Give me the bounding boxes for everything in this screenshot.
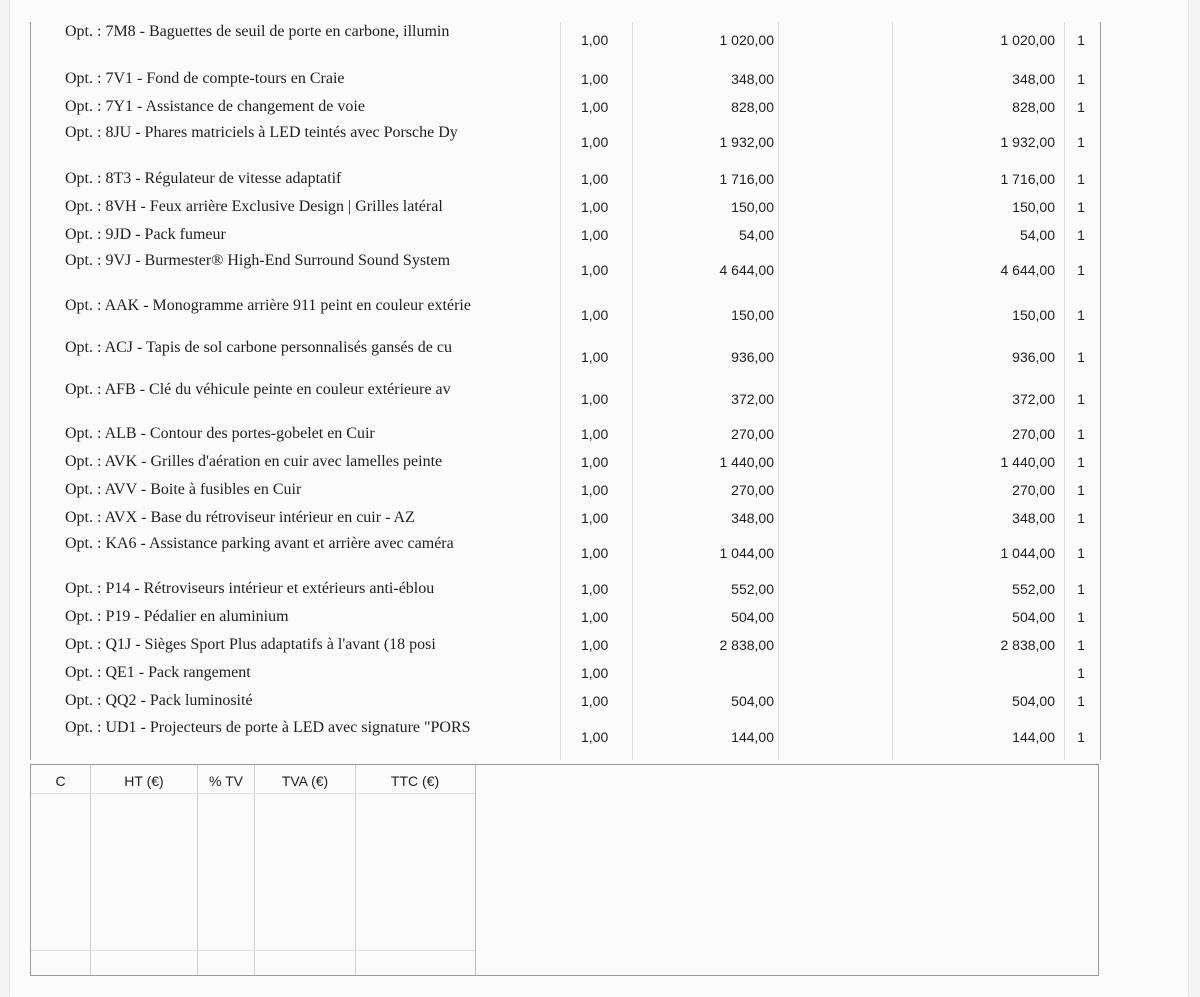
line-description: Opt. : 8T3 - Régulateur de vitesse adaptatif — [65, 170, 342, 187]
table-row — [30, 338, 1101, 376]
line-quantity: 1,00 — [581, 227, 609, 243]
line-description: Opt. : 9VJ - Burmester® High-End Surround Sound System — [65, 252, 451, 269]
line-unit-price: 150,00 — [731, 199, 774, 215]
line-flag: 1 — [1077, 482, 1085, 498]
line-flag: 1 — [1077, 609, 1085, 625]
line-unit-price: 828,00 — [731, 99, 774, 115]
table-row — [30, 296, 1101, 334]
line-quantity: 1,00 — [581, 349, 609, 365]
table-row — [30, 691, 1101, 710]
line-quantity: 1,00 — [581, 262, 609, 278]
line-quantity: 1,00 — [581, 510, 609, 526]
line-description: Opt. : AVK - Grilles d'aération en cuir avec lamelles peinte — [65, 453, 443, 470]
line-unit-price: 150,00 — [731, 307, 774, 323]
line-unit-price: 1 440,00 — [719, 454, 774, 470]
vat-summary-box — [30, 764, 1099, 976]
table-row — [30, 197, 1101, 216]
line-description: Opt. : AFB - Clé du véhicule peinte en couleur extérieure av — [65, 381, 451, 398]
line-description: Opt. : AVX - Base du rétroviseur intérieur en cuir - AZ — [65, 509, 415, 526]
table-row — [30, 22, 1101, 58]
vat-summary-table — [31, 765, 476, 975]
line-quantity: 1,00 — [581, 199, 609, 215]
line-unit-price: 1 044,00 — [719, 545, 774, 561]
vat-column-tva — [255, 765, 356, 975]
line-quantity: 1,00 — [581, 545, 609, 561]
line-flag: 1 — [1077, 227, 1085, 243]
line-unit-price: 504,00 — [731, 693, 774, 709]
line-description: Opt. : 7V1 - Fond de compte-tours en Craie — [65, 70, 345, 87]
line-quantity: 1,00 — [581, 609, 609, 625]
line-quantity: 1,00 — [581, 665, 609, 681]
line-total: 1 020,00 — [1000, 32, 1055, 48]
line-unit-price: 54,00 — [738, 227, 774, 243]
line-unit-price: 270,00 — [731, 482, 774, 498]
line-unit-price: 348,00 — [731, 71, 774, 87]
line-flag: 1 — [1077, 729, 1085, 745]
table-row — [30, 169, 1101, 188]
line-total: 144,00 — [1012, 729, 1055, 745]
line-total: 150,00 — [1012, 307, 1055, 323]
line-flag: 1 — [1077, 99, 1085, 115]
line-quantity: 1,00 — [581, 307, 609, 323]
table-row — [30, 123, 1101, 161]
line-total: 504,00 — [1012, 693, 1055, 709]
line-unit-price: 372,00 — [731, 391, 774, 407]
line-description: Opt. : 7Y1 - Assistance de changement de voie — [65, 98, 365, 115]
line-description: Opt. : KA6 - Assistance parking avant et arrière avec caméra — [65, 535, 454, 552]
line-description: Opt. : ACJ - Tapis de sol carbone personnalisés gansés de cu — [65, 339, 452, 356]
line-flag: 1 — [1077, 454, 1085, 470]
table-row — [30, 635, 1101, 654]
line-unit-price: 936,00 — [731, 349, 774, 365]
line-total: 1 440,00 — [1000, 454, 1055, 470]
line-description: Opt. : 7M8 - Baguettes de seuil de porte en carbone, illumin — [65, 23, 450, 40]
line-quantity: 1,00 — [581, 99, 609, 115]
line-unit-price: 4 644,00 — [719, 262, 774, 278]
invoice-page — [10, 0, 1188, 997]
vat-header-ht: HT (€) — [124, 773, 164, 789]
line-total: 828,00 — [1012, 99, 1055, 115]
line-flag: 1 — [1077, 426, 1085, 442]
line-quantity: 1,00 — [581, 693, 609, 709]
line-description: Opt. : QQ2 - Pack luminosité — [65, 692, 253, 709]
line-quantity: 1,00 — [581, 454, 609, 470]
vat-footer-divider — [31, 950, 475, 951]
line-total: 372,00 — [1012, 391, 1055, 407]
table-row — [30, 225, 1101, 244]
line-description: Opt. : 9JD - Pack fumeur — [65, 226, 226, 243]
table-row — [30, 424, 1101, 443]
line-flag: 1 — [1077, 199, 1085, 215]
line-flag: 1 — [1077, 510, 1085, 526]
line-total: 4 644,00 — [1000, 262, 1055, 278]
line-description: Opt. : P14 - Rétroviseurs intérieur et extérieurs anti-éblou — [65, 580, 435, 597]
line-unit-price: 144,00 — [731, 729, 774, 745]
line-description: Opt. : UD1 - Projecteurs de porte à LED avec signature "PORS — [65, 719, 471, 736]
line-unit-price: 348,00 — [731, 510, 774, 526]
line-flag: 1 — [1077, 307, 1085, 323]
line-flag: 1 — [1077, 262, 1085, 278]
line-quantity: 1,00 — [581, 426, 609, 442]
line-total: 270,00 — [1012, 482, 1055, 498]
line-quantity: 1,00 — [581, 482, 609, 498]
table-row — [30, 480, 1101, 499]
line-description: Opt. : P19 - Pédalier en aluminium — [65, 608, 289, 625]
table-row — [30, 579, 1101, 598]
line-description: Opt. : AVV - Boite à fusibles en Cuir — [65, 481, 302, 498]
line-total: 54,00 — [1019, 227, 1055, 243]
line-quantity: 1,00 — [581, 581, 609, 597]
table-row — [30, 69, 1101, 88]
line-description: Opt. : AAK - Monogramme arrière 911 peint en couleur extérie — [65, 297, 471, 314]
line-quantity: 1,00 — [581, 171, 609, 187]
line-flag: 1 — [1077, 171, 1085, 187]
table-row — [30, 663, 1101, 682]
line-total: 504,00 — [1012, 609, 1055, 625]
line-flag: 1 — [1077, 349, 1085, 365]
line-total: 1 932,00 — [1000, 134, 1055, 150]
line-total: 270,00 — [1012, 426, 1055, 442]
line-flag: 1 — [1077, 693, 1085, 709]
line-unit-price: 1 716,00 — [719, 171, 774, 187]
line-description: Opt. : QE1 - Pack rangement — [65, 664, 251, 681]
line-unit-price: 504,00 — [731, 609, 774, 625]
line-flag: 1 — [1077, 545, 1085, 561]
line-total: 936,00 — [1012, 349, 1055, 365]
table-row — [30, 534, 1101, 572]
line-total: 2 838,00 — [1000, 637, 1055, 653]
line-total: 348,00 — [1012, 71, 1055, 87]
line-quantity: 1,00 — [581, 32, 609, 48]
line-unit-price: 2 838,00 — [719, 637, 774, 653]
line-description: Opt. : ALB - Contour des portes-gobelet en Cuir — [65, 425, 375, 442]
vat-header-ttc: TTC (€) — [390, 773, 440, 789]
vat-header-divider — [31, 793, 475, 794]
table-row — [30, 251, 1101, 289]
line-total: 1 716,00 — [1000, 171, 1055, 187]
line-unit-price: 1 932,00 — [719, 134, 774, 150]
line-flag: 1 — [1077, 581, 1085, 597]
line-quantity: 1,00 — [581, 391, 609, 407]
vat-header-rate: % TV — [209, 773, 243, 789]
line-quantity: 1,00 — [581, 729, 609, 745]
table-row — [30, 718, 1101, 756]
vat-column-rate — [198, 765, 255, 975]
line-total: 348,00 — [1012, 510, 1055, 526]
table-row — [30, 97, 1101, 116]
line-flag: 1 — [1077, 637, 1085, 653]
line-total: 150,00 — [1012, 199, 1055, 215]
line-flag: 1 — [1077, 134, 1085, 150]
line-description: Opt. : 8JU - Phares matriciels à LED teintés avec Porsche Dy — [65, 124, 458, 141]
vat-column-code — [31, 765, 91, 975]
line-unit-price: 1 020,00 — [719, 32, 774, 48]
vat-header-code: C — [55, 773, 66, 789]
line-description: Opt. : Q1J - Sièges Sport Plus adaptatifs à l'avant (18 posi — [65, 636, 436, 653]
table-row — [30, 508, 1101, 527]
line-quantity: 1,00 — [581, 637, 609, 653]
line-description: Opt. : 8VH - Feux arrière Exclusive Design | Grilles latéral — [65, 198, 443, 215]
table-row — [30, 607, 1101, 626]
line-unit-price: 552,00 — [731, 581, 774, 597]
line-flag: 1 — [1077, 391, 1085, 407]
table-row — [30, 380, 1101, 418]
vat-column-ttc — [356, 765, 474, 975]
line-quantity: 1,00 — [581, 134, 609, 150]
line-unit-price: 270,00 — [731, 426, 774, 442]
line-total: 552,00 — [1012, 581, 1055, 597]
vat-header-tva: TVA (€) — [281, 773, 329, 789]
invoice-lines-table — [30, 22, 1101, 760]
line-quantity: 1,00 — [581, 71, 609, 87]
line-flag: 1 — [1077, 71, 1085, 87]
vat-column-ht — [91, 765, 198, 975]
line-flag: 1 — [1077, 32, 1085, 48]
table-row — [30, 452, 1101, 471]
line-flag: 1 — [1077, 665, 1085, 681]
line-total: 1 044,00 — [1000, 545, 1055, 561]
